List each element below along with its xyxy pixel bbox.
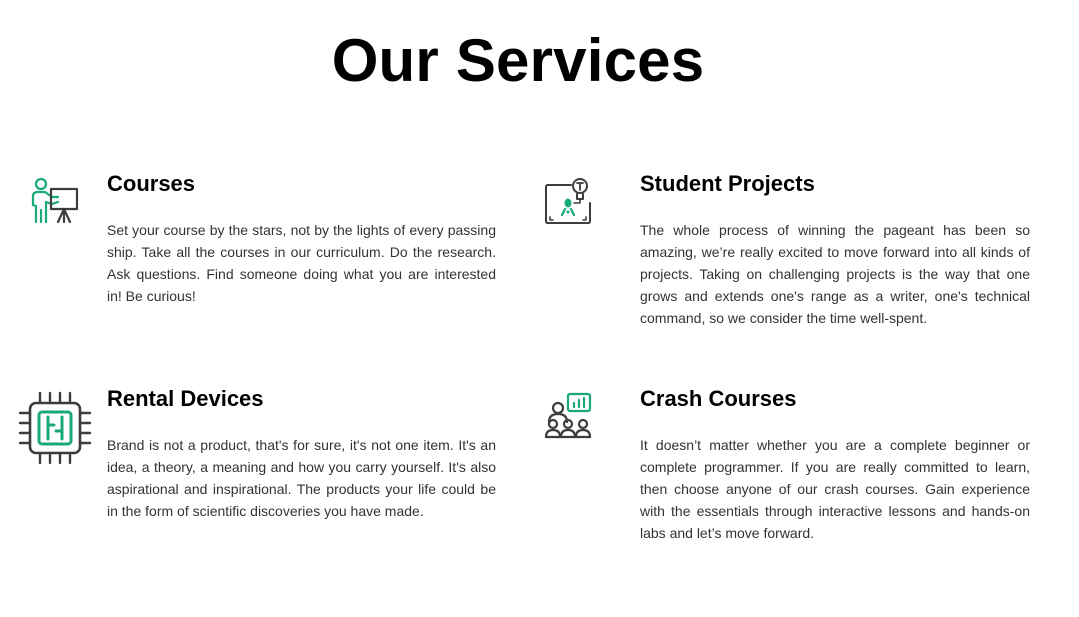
service-title: Rental Devices [107,386,264,411]
presentation-teacher-icon [30,176,82,226]
service-title: Crash Courses [640,386,797,411]
page-title: Our Services [331,27,705,94]
project-lightbulb-board-icon [544,177,594,227]
service-description: The whole process of winning the pageant has been so amazing, we’re really excited to move forward into all kinds of projects. Taking on challenging projects is the way that one grows and extends one's range as a writer, one's technical command, so we consider the time well-spent. [640,222,1030,326]
service-title: Student Projects [640,171,815,196]
service-title: Courses [107,171,196,196]
service-description: Brand is not a product, that's for sure, it's not one item. It's an idea, a theory, a meaning and how you carry yourself. It's also aspirational and inspirational. The products your life could be in the form of scientific discoveries you have made. [107,437,496,519]
service-description: Set your course by the stars, not by the lights of every passing ship. Take all the courses in our curriculum. Do the research. Ask questions. Find someone doing what you are interested in! Be curious! [107,222,496,304]
service-description: It doesn’t matter whether you are a complete beginner or complete programmer. If you are really committed to learn, then choose anyone of our crash courses. Gain experience with the essentials through interactive lessons and hands-on labs and let’s move forward. [640,437,1030,541]
group-analytics-icon [544,391,594,441]
chip-circuit-icon [18,391,92,465]
